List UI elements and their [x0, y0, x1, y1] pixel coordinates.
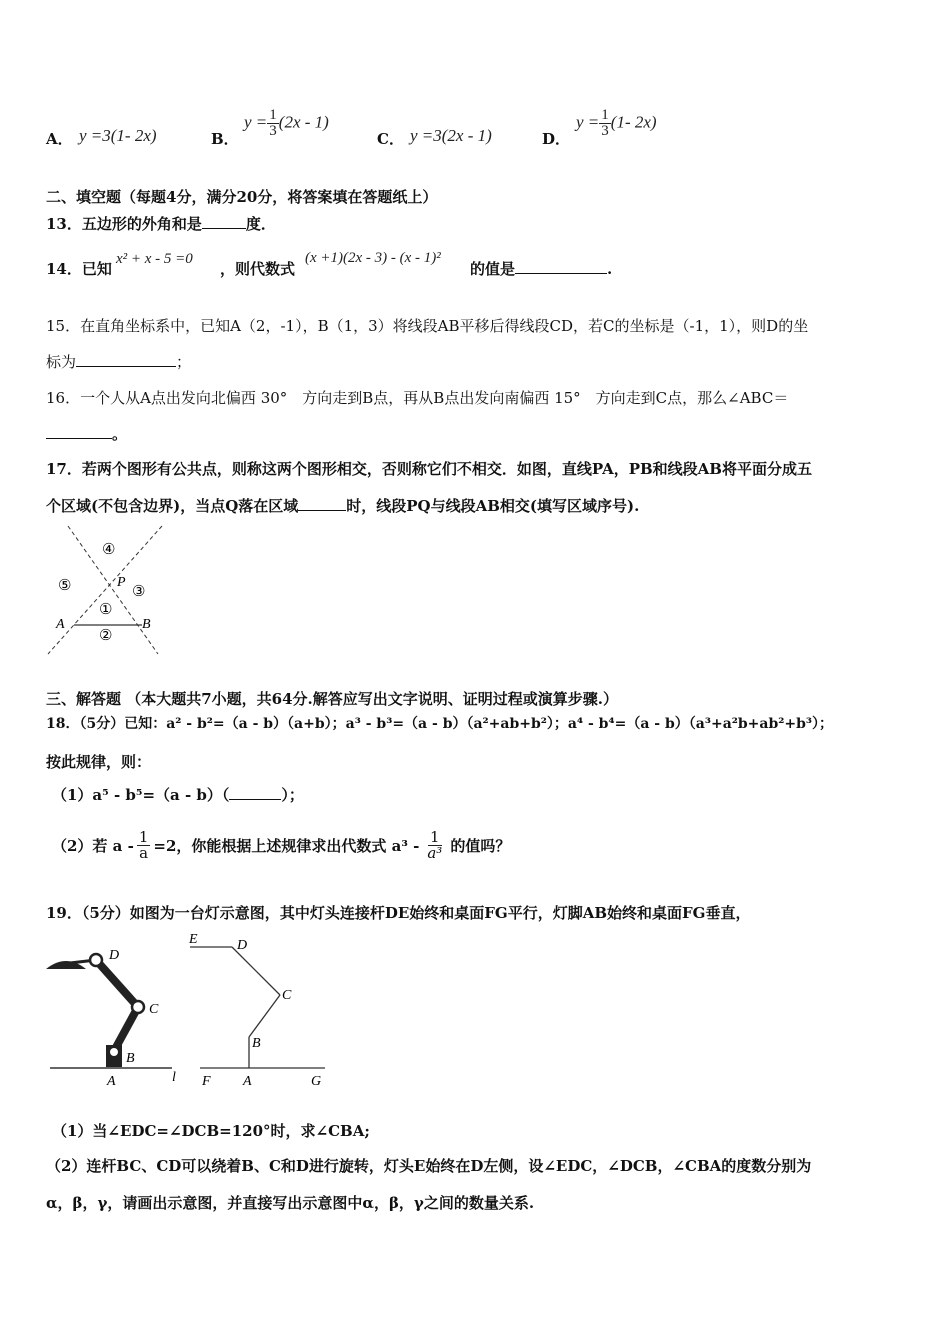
point-a-label: A [56, 617, 65, 632]
segment-dc [232, 947, 280, 995]
option-c-expr: y =3(2x - 1) [410, 126, 492, 145]
point-e-label: E [189, 932, 198, 947]
region-2-label: ② [99, 628, 113, 644]
question-17-line2: 个区域(不包含边界)，当点Q落在区域 时，线段PQ与线段AB相交(填写区域序号). [46, 497, 640, 515]
figure-17 [40, 520, 170, 660]
option-d-expr: y = $\frac{1}{3}$ (1- 2x) [576, 107, 657, 139]
region-4-label: ④ [102, 542, 116, 558]
question-19-part2-line2: α，β，γ，请画出示意图，并直接写出示意图中α，β，γ之间的数量关系. [46, 1194, 535, 1212]
lamp-b-label: B [126, 1051, 135, 1066]
question-14: 14．已知 [46, 260, 112, 278]
answer-blank-14[interactable] [515, 273, 607, 274]
point-a-label-19: A [243, 1074, 252, 1089]
point-b-label: B [142, 617, 151, 632]
option-a-label: A． [46, 130, 73, 148]
question-15-line2: 标为 ； [46, 353, 192, 371]
answer-blank-15[interactable] [76, 366, 176, 367]
answer-blank-16[interactable] [46, 438, 112, 439]
lamp-illustration [46, 948, 176, 1089]
point-d-label: D [237, 938, 248, 953]
joint-d [90, 954, 102, 966]
joint-c [132, 1001, 144, 1013]
lamp-l-label: l [172, 1070, 176, 1085]
option-b-label: B． [211, 130, 239, 148]
section2-heading: 二、填空题（每题4分，满分20分，将答案填在答题纸上） [46, 188, 438, 206]
answer-blank-17[interactable] [298, 510, 346, 511]
answer-blank-18-1[interactable] [229, 799, 281, 800]
question-16-line2: 。 [46, 423, 127, 444]
option-a-expr: y =3(1- 2x) [79, 126, 157, 145]
question-19-line1: 19．（5分）如图为一台灯示意图，其中灯头连接杆DE始终和桌面FG平行，灯脚AB始终和桌面FG垂直， [46, 904, 751, 922]
point-p-label: P [117, 575, 126, 590]
lamp-schematic [188, 932, 325, 1089]
question-18-part1: （1）a⁵ - b⁵=（a - b）（ ）； [52, 786, 304, 804]
lamp-c-label: C [149, 1002, 159, 1017]
q14-equation: x² + x - 5 =0 [116, 251, 193, 267]
question-19-part2-line1: （2）连杆BC、CD可以绕着B、C和D进行旋转，灯头E始终在D左侧，设∠EDC，∠DCB，∠CBA的度数分别为 [46, 1157, 812, 1175]
point-c-label: C [282, 988, 292, 1003]
option-c-label: C． [377, 130, 404, 148]
section3-heading: 三、解答题 （本大题共7小题，共64分.解答应写出文字说明、证明过程或演算步骤.） [46, 690, 618, 708]
lamp-d-label: D [109, 948, 120, 963]
region-3-label: ③ [132, 584, 146, 600]
question-16-line1: 16．一个人从A点出发向北偏西 30° 方向走到B点，再从B点出发向南偏西 15° 方向走到C点，那么∠ABC＝ [46, 389, 789, 407]
answer-blank-13[interactable] [202, 228, 246, 229]
point-f-label: F [202, 1074, 211, 1089]
region-5-label: ⑤ [58, 578, 72, 594]
q14-text-3: 的值是 . [470, 260, 613, 278]
point-b-label: B [252, 1036, 261, 1051]
region-1-label: ① [99, 602, 113, 618]
question-13: 13．五边形的外角和是 度． [46, 215, 276, 233]
question-17-line1: 17．若两个图形有公共点，则称这两个图形相交，否则称它们不相交．如图，直线PA，PB和线段AB将平面分成五 [46, 460, 812, 478]
question-18-part2: （2）若 a - $\frac{1}{a}$ =2，你能根据上述规律求出代数式 a³ - $\frac{1}{\text{a³}}$ 的值吗？ [52, 828, 511, 862]
lamp-a-label: A [107, 1074, 116, 1089]
option-b-expr: y = $\frac{1}{3}$ (2x - 1) [244, 107, 329, 139]
option-d-label: D． [542, 130, 571, 148]
q14-text-2: ，则代数式 [220, 260, 296, 278]
fraction-1-over-a-cubed: $\frac{1}{\text{a³}}$ [427, 828, 443, 862]
point-g-label: G [311, 1074, 322, 1089]
question-15-line1: 15．在直角坐标系中，已知A（2，-1），B（1，3）将线段AB平移后得线段CD，若C的坐标是（-1，1），则D的坐 [46, 317, 809, 335]
joint-b [109, 1047, 119, 1057]
fraction-1-over-a: $\frac{1}{a}$ [138, 828, 149, 862]
figure-19 [40, 925, 340, 1095]
question-18-line1: 18．（5分）已知：a² - b²=（a - b）（a+b）；a³ - b³=（a - b）（a²+ab+b²）；a⁴ - b⁴=（a - b）（a³+a²b+ab²+b³）； [46, 716, 834, 732]
lamp-arm-bc [114, 1007, 138, 1051]
segment-cb [249, 995, 280, 1037]
lamp-arm-cd [96, 960, 138, 1007]
question-18-line2: 按此规律，则： [46, 753, 152, 771]
q14-expression: (x +1)(2x - 3) - (x - 1)² [305, 250, 441, 266]
question-19-part1: （1）当∠EDC=∠DCB=120°时，求∠CBA; [52, 1122, 370, 1140]
